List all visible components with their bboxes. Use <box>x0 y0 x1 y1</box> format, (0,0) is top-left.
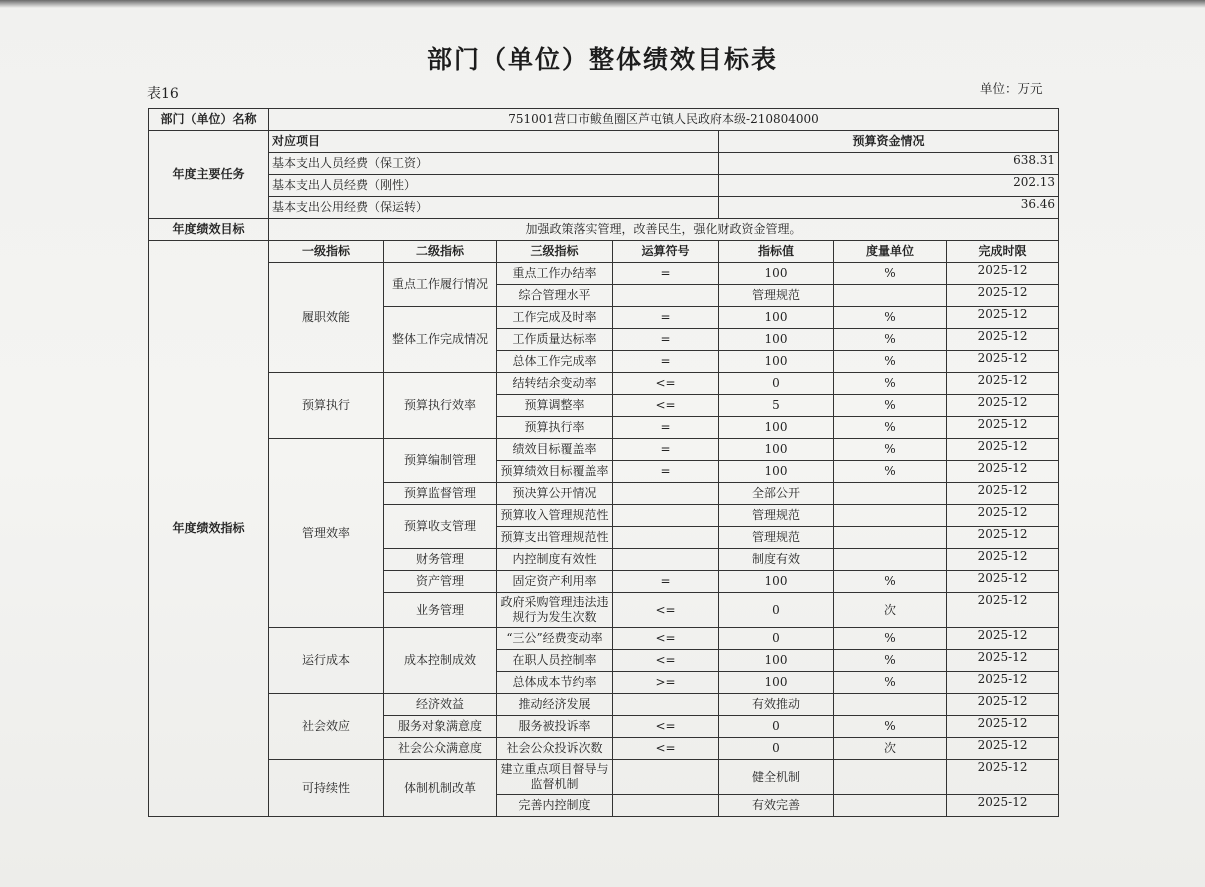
level2-indicator: 业务管理 <box>384 593 497 628</box>
header-operator: 运算符号 <box>613 241 719 263</box>
level3-indicator: 总体工作完成率 <box>497 351 613 373</box>
task-amount: 202.13 <box>719 175 1059 197</box>
target-value-cell: 100 <box>719 672 834 694</box>
target-value-cell: 管理规范 <box>719 527 834 549</box>
level3-indicator: 完善内控制度 <box>497 795 613 817</box>
operator-cell: = <box>613 461 719 483</box>
operator-cell: = <box>613 417 719 439</box>
target-value-cell: 0 <box>719 628 834 650</box>
operator-cell: <= <box>613 373 719 395</box>
unit-cell <box>834 527 947 549</box>
deadline-cell: 2025-12 <box>947 795 1059 817</box>
unit-cell: % <box>834 373 947 395</box>
target-value-cell: 0 <box>719 716 834 738</box>
deadline-cell: 2025-12 <box>947 373 1059 395</box>
indicator-row <box>149 439 1059 461</box>
unit-cell: % <box>834 650 947 672</box>
level2-indicator: 资产管理 <box>384 571 497 593</box>
operator-cell <box>613 285 719 307</box>
operator-cell: <= <box>613 738 719 760</box>
target-value-cell: 100 <box>719 329 834 351</box>
operator-cell <box>613 527 719 549</box>
level2-indicator: 预算编制管理 <box>384 439 497 483</box>
deadline-cell: 2025-12 <box>947 395 1059 417</box>
deadline-cell: 2025-12 <box>947 351 1059 373</box>
target-value-cell: 5 <box>719 395 834 417</box>
indicator-row <box>149 263 1059 285</box>
unit-cell: % <box>834 263 947 285</box>
tasks-col-budget: 预算资金情况 <box>719 131 1059 153</box>
target-value-cell: 制度有效 <box>719 549 834 571</box>
operator-cell: <= <box>613 593 719 628</box>
header-unit: 度量单位 <box>834 241 947 263</box>
level1-indicator: 履职效能 <box>269 263 384 373</box>
operator-cell <box>613 760 719 795</box>
dept-label: 部门（单位）名称 <box>149 109 269 131</box>
unit-cell <box>834 549 947 571</box>
target-value-cell: 管理规范 <box>719 505 834 527</box>
task-name: 基本支出人员经费（保工资） <box>269 153 719 175</box>
deadline-cell: 2025-12 <box>947 628 1059 650</box>
task-row <box>149 153 1059 175</box>
task-name: 基本支出公用经费（保运转） <box>269 197 719 219</box>
level3-indicator: 服务被投诉率 <box>497 716 613 738</box>
target-value-cell: 100 <box>719 417 834 439</box>
deadline-cell: 2025-12 <box>947 263 1059 285</box>
level3-indicator: 工作质量达标率 <box>497 329 613 351</box>
indicator-header-row <box>149 241 1059 263</box>
level3-indicator: 工作完成及时率 <box>497 307 613 329</box>
unit-cell: % <box>834 571 947 593</box>
level3-indicator: 内控制度有效性 <box>497 549 613 571</box>
performance-table <box>148 108 1059 817</box>
header-value: 指标值 <box>719 241 834 263</box>
unit-cell: % <box>834 351 947 373</box>
deadline-cell: 2025-12 <box>947 439 1059 461</box>
deadline-cell: 2025-12 <box>947 716 1059 738</box>
level3-indicator: 总体成本节约率 <box>497 672 613 694</box>
level3-indicator: 社会公众投诉次数 <box>497 738 613 760</box>
level1-indicator: 管理效率 <box>269 439 384 628</box>
target-value-cell: 0 <box>719 593 834 628</box>
goal-value: 加强政策落实管理，改善民生，强化财政资金管理。 <box>269 219 1059 241</box>
operator-cell: = <box>613 571 719 593</box>
target-value-cell: 100 <box>719 351 834 373</box>
unit-cell <box>834 285 947 307</box>
target-value-cell: 100 <box>719 571 834 593</box>
level3-indicator: 结转结余变动率 <box>497 373 613 395</box>
level3-indicator: 综合管理水平 <box>497 285 613 307</box>
target-value-cell: 100 <box>719 263 834 285</box>
level2-indicator: 重点工作履行情况 <box>384 263 497 307</box>
header-level3: 三级指标 <box>497 241 613 263</box>
level3-indicator: 推动经济发展 <box>497 694 613 716</box>
level2-indicator: 整体工作完成情况 <box>384 307 497 373</box>
level2-indicator: 预算监督管理 <box>384 483 497 505</box>
level3-indicator: 建立重点项目督导与监督机制 <box>497 760 613 795</box>
level3-indicator: “三公”经费变动率 <box>497 628 613 650</box>
tasks-label: 年度主要任务 <box>149 131 269 219</box>
unit-cell: % <box>834 439 947 461</box>
operator-cell: = <box>613 263 719 285</box>
target-value-cell: 100 <box>719 439 834 461</box>
target-value-cell: 有效完善 <box>719 795 834 817</box>
deadline-cell: 2025-12 <box>947 672 1059 694</box>
task-amount: 638.31 <box>719 153 1059 175</box>
task-amount: 36.46 <box>719 197 1059 219</box>
deadline-cell: 2025-12 <box>947 549 1059 571</box>
operator-cell: = <box>613 439 719 461</box>
level3-indicator: 政府采购管理违法违规行为发生次数 <box>497 593 613 628</box>
operator-cell: <= <box>613 650 719 672</box>
operator-cell: <= <box>613 716 719 738</box>
unit-cell: % <box>834 417 947 439</box>
goal-label: 年度绩效目标 <box>149 219 269 241</box>
level3-indicator: 预决算公开情况 <box>497 483 613 505</box>
level1-indicator: 可持续性 <box>269 760 384 817</box>
level3-indicator: 重点工作办结率 <box>497 263 613 285</box>
target-value-cell: 全部公开 <box>719 483 834 505</box>
unit-cell: % <box>834 461 947 483</box>
level2-indicator: 成本控制成效 <box>384 628 497 694</box>
unit-cell <box>834 694 947 716</box>
page-title: 部门（单位）整体绩效目标表 <box>426 45 778 74</box>
level3-indicator: 固定资产利用率 <box>497 571 613 593</box>
deadline-cell: 2025-12 <box>947 694 1059 716</box>
target-value-cell: 健全机制 <box>719 760 834 795</box>
target-value-cell: 管理规范 <box>719 285 834 307</box>
operator-cell <box>613 694 719 716</box>
goal-row <box>149 219 1059 241</box>
target-value-cell: 100 <box>719 461 834 483</box>
deadline-cell: 2025-12 <box>947 285 1059 307</box>
level3-indicator: 在职人员控制率 <box>497 650 613 672</box>
unit-cell: % <box>834 716 947 738</box>
operator-cell <box>613 549 719 571</box>
level3-indicator: 预算调整率 <box>497 395 613 417</box>
target-value-cell: 有效推动 <box>719 694 834 716</box>
unit-cell: % <box>834 307 947 329</box>
target-value-cell: 100 <box>719 650 834 672</box>
table-number: 表16 <box>147 86 179 102</box>
dept-row <box>149 109 1059 131</box>
target-value-cell: 0 <box>719 738 834 760</box>
unit-cell: 次 <box>834 738 947 760</box>
unit-cell <box>834 760 947 795</box>
deadline-cell: 2025-12 <box>947 760 1059 795</box>
operator-cell <box>613 795 719 817</box>
operator-cell <box>613 483 719 505</box>
task-row <box>149 197 1059 219</box>
operator-cell: = <box>613 329 719 351</box>
header-level1: 一级指标 <box>269 241 384 263</box>
level2-indicator: 体制机制改革 <box>384 760 497 817</box>
unit-cell <box>834 505 947 527</box>
indicator-row <box>149 373 1059 395</box>
unit-cell: 次 <box>834 593 947 628</box>
level3-indicator: 预算收入管理规范性 <box>497 505 613 527</box>
deadline-cell: 2025-12 <box>947 417 1059 439</box>
level2-indicator: 服务对象满意度 <box>384 716 497 738</box>
unit-cell <box>834 483 947 505</box>
operator-cell: = <box>613 307 719 329</box>
deadline-cell: 2025-12 <box>947 483 1059 505</box>
operator-cell: <= <box>613 628 719 650</box>
level2-indicator: 财务管理 <box>384 549 497 571</box>
header-level2: 二级指标 <box>384 241 497 263</box>
level2-indicator: 经济效益 <box>384 694 497 716</box>
level2-indicator: 预算执行效率 <box>384 373 497 439</box>
level3-indicator: 预算绩效目标覆盖率 <box>497 461 613 483</box>
level2-indicator: 预算收支管理 <box>384 505 497 549</box>
level2-indicator: 社会公众满意度 <box>384 738 497 760</box>
deadline-cell: 2025-12 <box>947 329 1059 351</box>
task-row <box>149 175 1059 197</box>
header-deadline: 完成时限 <box>947 241 1059 263</box>
deadline-cell: 2025-12 <box>947 571 1059 593</box>
target-value-cell: 0 <box>719 373 834 395</box>
level1-indicator: 社会效应 <box>269 694 384 760</box>
level1-indicator: 预算执行 <box>269 373 384 439</box>
tasks-header-row <box>149 131 1059 153</box>
scan-edge-shadow <box>0 0 1205 8</box>
deadline-cell: 2025-12 <box>947 307 1059 329</box>
deadline-cell: 2025-12 <box>947 738 1059 760</box>
unit-label: 单位：万元 <box>980 81 1043 96</box>
deadline-cell: 2025-12 <box>947 461 1059 483</box>
level3-indicator: 绩效目标覆盖率 <box>497 439 613 461</box>
operator-cell: >= <box>613 672 719 694</box>
target-value-cell: 100 <box>719 307 834 329</box>
indicator-row <box>149 628 1059 650</box>
level3-indicator: 预算执行率 <box>497 417 613 439</box>
indicators-label: 年度绩效指标 <box>149 241 269 817</box>
task-name: 基本支出人员经费（刚性） <box>269 175 719 197</box>
dept-value: 751001营口市鲅鱼圈区芦屯镇人民政府本级-210804000 <box>269 109 1059 131</box>
deadline-cell: 2025-12 <box>947 650 1059 672</box>
operator-cell: = <box>613 351 719 373</box>
unit-cell: % <box>834 329 947 351</box>
operator-cell <box>613 505 719 527</box>
level1-indicator: 运行成本 <box>269 628 384 694</box>
tasks-col-item: 对应项目 <box>269 131 719 153</box>
unit-cell: % <box>834 395 947 417</box>
operator-cell: <= <box>613 395 719 417</box>
deadline-cell: 2025-12 <box>947 527 1059 549</box>
level3-indicator: 预算支出管理规范性 <box>497 527 613 549</box>
deadline-cell: 2025-12 <box>947 505 1059 527</box>
unit-cell <box>834 795 947 817</box>
indicator-row <box>149 694 1059 716</box>
unit-cell: % <box>834 672 947 694</box>
deadline-cell: 2025-12 <box>947 593 1059 628</box>
indicator-row <box>149 760 1059 795</box>
unit-cell: % <box>834 628 947 650</box>
